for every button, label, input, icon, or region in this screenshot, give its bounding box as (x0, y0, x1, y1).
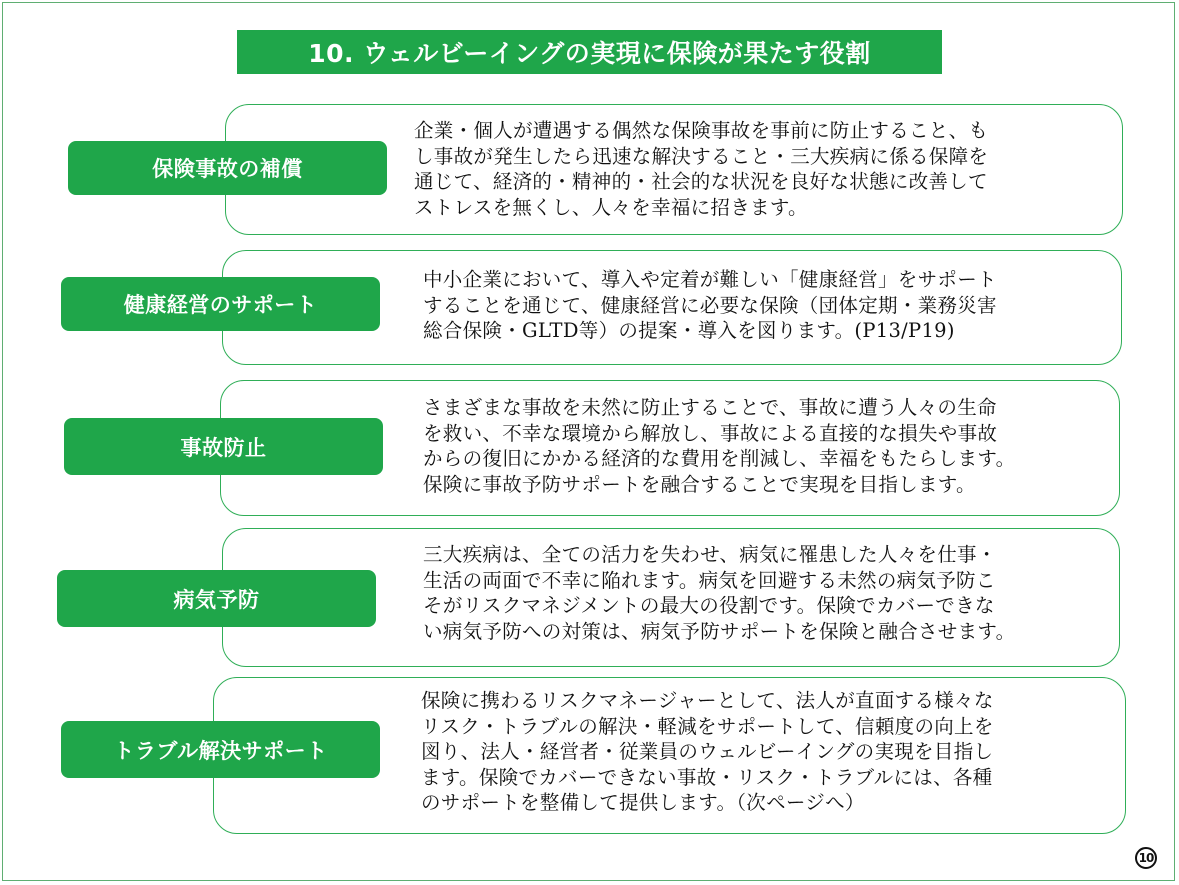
page-title: 10. ウェルビーイングの実現に保険が果たす役割 (237, 30, 942, 74)
section-text-insurance-accident-compensation: 企業・個人が遭遇する偶然な保険事故を事前に防止すること、も し事故が発生したら迅速な解決すること・三大疾病に係る保障を 通じて、経済的・精神的・社会的な状況を良好な状態に改善して ストレスを無くし、人々を幸福に招きます。 (414, 119, 989, 219)
section-label-trouble-resolution-support: トラブル解決サポート (61, 721, 380, 778)
section-text-accident-prevention: さまざまな事故を未然に防止することで、事故に遭う人々の生命 を救い、不幸な環境から解放し、事故による直接的な損失や事故 からの復旧にかかる経済的な費用を削減し、幸福をもたらします。 保険に事故予防サポートを融合することで実現を目指します。 (423, 396, 1016, 496)
page-number: 10 (1135, 847, 1157, 869)
section-label-insurance-accident-compensation: 保険事故の補償 (68, 141, 387, 195)
section-text-disease-prevention: 三大疾病は、全ての活力を失わせ、病気に罹患した人々を仕事・ 生活の両面で不幸に陥れます。病気を回避する未然の病気予防こ そがリスクマネジメントの最大の役割です。保険でカバーできな い病気予防への対策は、病気予防サポートを保険と融合させます。 (423, 543, 1016, 643)
section-text-health-management-support: 中小企業において、導入や定着が難しい「健康経営」をサポート することを通じて、健康経営に必要な保険（団体定期・業務災害 総合保険・GLTD等）の提案・導入を図ります。(P13/P19) (423, 268, 997, 342)
section-text-trouble-resolution-support: 保険に携わるリスクマネージャーとして、法人が直面する様々な リスク・トラブルの解決・軽減をサポートして、信頼度の向上を 図り、法人・経営者・従業員のウェルビーイングの実現を目指し ます。保険でカバーできない事故・リスク・トラブルには、各種 のサポートを整備して提供します。（次ページへ） (421, 689, 994, 814)
section-label-disease-prevention: 病気予防 (57, 570, 376, 627)
section-label-health-management-support: 健康経営のサポート (61, 277, 380, 331)
section-label-accident-prevention: 事故防止 (64, 418, 383, 475)
